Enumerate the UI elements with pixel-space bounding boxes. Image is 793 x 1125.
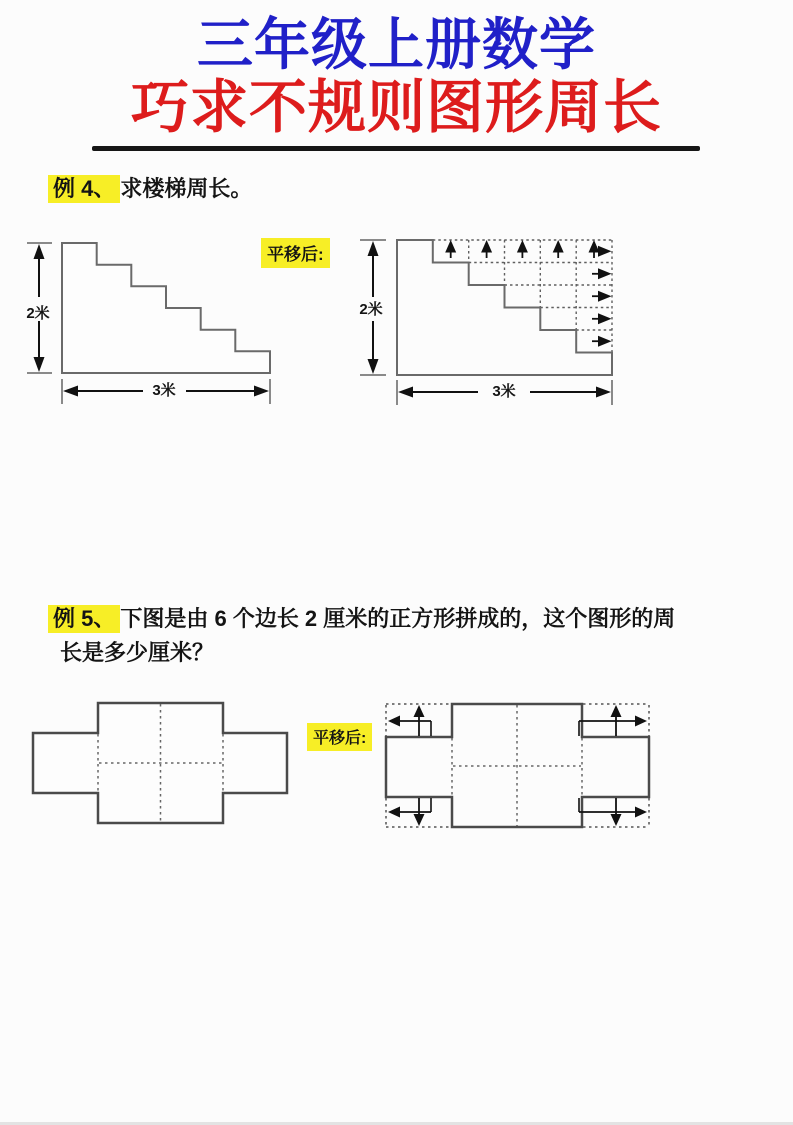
up-translation-arrows xyxy=(445,240,599,258)
example5-heading xyxy=(48,602,770,670)
translate-after-label-2: 平移后: xyxy=(307,723,372,751)
squares-shape-diagram xyxy=(25,695,295,835)
width-dimension-label: 3米 xyxy=(492,382,516,400)
example5-question-line1-row xyxy=(48,602,770,636)
example5-tag-highlight: 例 5、 xyxy=(48,605,120,633)
height-dimension xyxy=(26,243,52,373)
translation-arrows-top-left xyxy=(388,705,431,736)
translation-arrows-bottom-left xyxy=(388,798,431,826)
width-dimension-label: 3米 xyxy=(152,381,176,399)
staircase-diagram xyxy=(18,233,290,407)
width-dimension xyxy=(397,380,612,405)
example4-heading-text: 求楼梯周长。 xyxy=(120,176,253,201)
translated-staircase-diagram xyxy=(348,226,648,412)
translation-arrows-top-right xyxy=(579,705,647,736)
example5-question-line2: 长是多少厘米？ xyxy=(60,640,215,665)
height-dimension-label: 2米 xyxy=(359,300,383,318)
example4-tag-highlight: 例 4、 xyxy=(48,175,120,203)
square-grid-dashed-lines xyxy=(452,705,582,826)
example4-heading xyxy=(48,172,252,203)
title-divider xyxy=(92,146,700,151)
height-dimension xyxy=(359,240,386,375)
width-dimension xyxy=(62,379,270,404)
translate-after-label-1: 平移后: xyxy=(261,238,330,268)
translation-arrows-bottom-right xyxy=(579,798,647,826)
staircase-shape xyxy=(62,243,270,373)
right-translation-arrows xyxy=(592,246,612,347)
height-dimension-label: 2米 xyxy=(26,304,50,322)
page-title-line1: 三年级上册数学 xyxy=(197,13,596,76)
example5-question-line1: 下图是由 6 个边长 2 厘米的正方形拼成的，这个图形的周 xyxy=(120,606,676,631)
page-title-line2: 巧求不规则图形周长 xyxy=(130,75,662,140)
translated-squares-diagram xyxy=(378,696,658,836)
